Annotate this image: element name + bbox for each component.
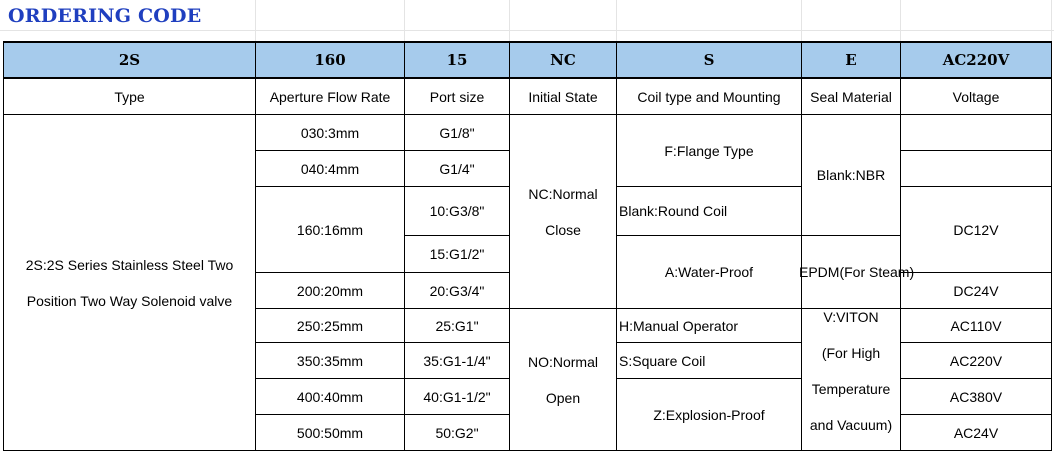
coil-cell: A:Water-Proof — [617, 236, 802, 309]
seal-viton-line-2: (For High — [821, 345, 881, 361]
header-port: Port size — [405, 78, 510, 115]
state-no-line-2: Open — [545, 389, 581, 406]
state-nc-line-1: NC:Normal — [528, 185, 598, 202]
type-line-2: Position Two Way Solenoid valve — [26, 292, 233, 309]
aperture-cell: 500:50mm — [256, 415, 405, 451]
code-aperture: 160 — [256, 42, 405, 78]
initial-state-no — [510, 309, 617, 451]
header-initial-state: Initial State — [510, 78, 617, 115]
voltage-cell: DC12V — [901, 187, 1052, 273]
sheet-gridline — [1051, 0, 1052, 42]
initial-state-nc — [510, 115, 617, 309]
aperture-cell: 400:40mm — [256, 379, 405, 415]
seal-cell — [802, 309, 901, 451]
port-cell: 35:G1-1/4" — [405, 343, 510, 379]
type-cell — [4, 115, 256, 451]
coil-cell: Blank:Round Coil — [617, 187, 802, 236]
ordering-code-table — [3, 41, 1052, 451]
header-aperture: Aperture Flow Rate — [256, 78, 405, 115]
port-cell: 25:G1" — [405, 309, 510, 343]
aperture-cell: 040:4mm — [256, 151, 405, 187]
code-row — [4, 42, 1052, 78]
aperture-cell: 160:16mm — [256, 187, 405, 273]
state-nc-line-2: Close — [545, 221, 581, 238]
port-cell: G1/4" — [405, 151, 510, 187]
sheet-gridline — [801, 0, 802, 42]
sheet-gridline — [0, 30, 1054, 31]
coil-cell: H:Manual Operator — [617, 309, 802, 343]
code-seal: E — [802, 42, 901, 78]
voltage-cell: DC24V — [901, 273, 1052, 309]
voltage-cell: AC110V — [901, 309, 1052, 343]
voltage-cell: AC24V — [901, 415, 1052, 451]
port-cell: 40:G1-1/2" — [405, 379, 510, 415]
code-coil: S — [617, 42, 802, 78]
port-cell: 50:G2" — [405, 415, 510, 451]
port-cell: 20:G3/4" — [405, 273, 510, 309]
aperture-cell: 030:3mm — [256, 115, 405, 151]
code-type: 2S — [4, 42, 256, 78]
seal-cell: Blank:NBR — [802, 115, 901, 236]
sheet-gridline — [255, 0, 256, 42]
aperture-cell: 250:25mm — [256, 309, 405, 343]
port-cell: 15:G1/2" — [405, 236, 510, 273]
state-no-line-1: NO:Normal — [527, 353, 598, 370]
voltage-cell: AC220V — [901, 343, 1052, 379]
code-voltage: AC220V — [901, 42, 1052, 78]
seal-epdm-text: EPDM(For Steam) — [799, 264, 915, 280]
voltage-cell — [901, 151, 1052, 187]
sheet-gridline — [900, 0, 901, 42]
header-type: Type — [4, 78, 256, 115]
aperture-cell: 350:35mm — [256, 343, 405, 379]
header-row — [4, 78, 1052, 115]
coil-cell: S:Square Coil — [617, 343, 802, 379]
voltage-cell: AC380V — [901, 379, 1052, 415]
header-seal: Seal Material — [802, 78, 901, 115]
sheet-gridline — [509, 0, 510, 42]
aperture-cell: 200:20mm — [256, 273, 405, 309]
port-cell: 10:G3/8" — [405, 187, 510, 236]
header-coil: Coil type and Mounting — [617, 78, 802, 115]
voltage-cell — [901, 115, 1052, 151]
type-line-1: 2S:2S Series Stainless Steel Two — [25, 256, 234, 273]
header-voltage: Voltage — [901, 78, 1052, 115]
table-row — [4, 115, 1052, 151]
coil-cell: Z:Explosion-Proof — [617, 379, 802, 451]
coil-cell: F:Flange Type — [617, 115, 802, 187]
sheet-gridline — [404, 0, 405, 42]
seal-cell — [799, 236, 915, 309]
page-title: ORDERING CODE — [8, 5, 202, 27]
code-port: 15 — [405, 42, 510, 78]
seal-viton-line-3: Temperature — [811, 381, 891, 397]
port-cell: G1/8" — [405, 115, 510, 151]
code-initial-state: NC — [510, 42, 617, 78]
seal-viton-line-4: and Vacuum) — [809, 417, 893, 433]
seal-viton-line-1: V:VITON — [823, 309, 879, 325]
sheet-gridline — [616, 0, 617, 42]
